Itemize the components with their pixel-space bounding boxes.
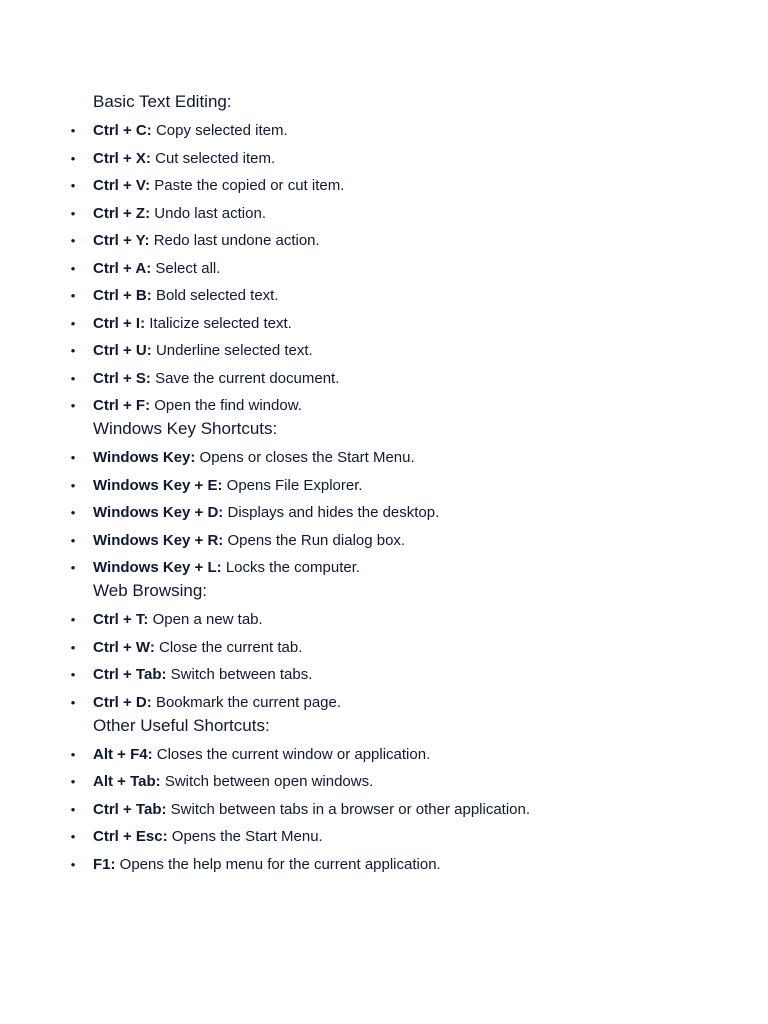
shortcut-description: Italicize selected text. — [149, 314, 292, 332]
list-item — [70, 149, 733, 168]
bullet-icon: • — [70, 205, 76, 221]
section-windows-key-shortcuts — [70, 418, 733, 577]
shortcut-description: Paste the copied or cut item. — [154, 177, 345, 194]
list-item — [70, 800, 733, 819]
shortcut-description: Locks the computer. — [225, 559, 361, 576]
section-heading: Other Useful Shortcuts: — [93, 715, 270, 735]
shortcut-description: Open a new tab. — [152, 611, 263, 628]
section-heading: Basic Text Editing: — [93, 92, 232, 111]
shortcut-key: Ctrl + U: — [93, 342, 152, 359]
shortcut-key: Ctrl + T: — [93, 611, 149, 628]
bullet-icon: • — [70, 639, 76, 655]
list-item — [70, 772, 733, 791]
shortcut-list — [70, 745, 733, 874]
shortcut-description: Opens the Start Menu. — [171, 828, 323, 845]
shortcut-description: Redo last undone action. — [153, 232, 320, 249]
bullet-icon: • — [70, 856, 76, 872]
bullet-icon: • — [70, 694, 76, 710]
list-item — [70, 396, 733, 415]
shortcut-key: Windows Key + D: — [93, 504, 224, 521]
list-item — [70, 176, 733, 195]
shortcut-description: Copy selected item. — [155, 122, 288, 139]
list-item — [70, 827, 733, 846]
shortcut-description: Open the find window. — [154, 397, 302, 414]
list-item — [70, 665, 733, 684]
shortcut-key: Ctrl + Tab: — [93, 666, 167, 683]
shortcut-key: Ctrl + Z: — [93, 204, 151, 222]
list-item — [70, 531, 733, 550]
shortcut-key: Windows Key + L: — [93, 559, 222, 576]
shortcut-key: Windows Key + R: — [93, 531, 224, 549]
section-web-browsing — [70, 580, 733, 712]
bullet-icon: • — [70, 150, 76, 166]
bullet-icon: • — [70, 288, 76, 303]
shortcut-key: Ctrl + I: — [93, 314, 146, 332]
list-item — [70, 231, 733, 250]
list-item — [70, 341, 733, 360]
bullet-icon: • — [70, 829, 76, 844]
shortcut-key: Ctrl + Tab: — [93, 800, 167, 818]
shortcut-description: Close the current tab. — [158, 638, 303, 656]
bullet-icon: • — [70, 667, 76, 682]
shortcut-key: Alt + Tab: — [93, 773, 161, 790]
list-item — [70, 610, 733, 629]
bullet-icon: • — [70, 560, 76, 575]
list-item — [70, 448, 733, 467]
list-item — [70, 855, 733, 874]
shortcut-key: Windows Key: — [93, 449, 196, 466]
shortcut-key: Ctrl + X: — [93, 149, 151, 167]
list-item — [70, 369, 733, 388]
bullet-icon: • — [70, 746, 76, 762]
shortcut-key: Ctrl + C: — [93, 122, 152, 139]
shortcut-key: F1: — [93, 855, 116, 873]
bullet-icon: • — [70, 123, 76, 138]
list-item — [70, 259, 733, 278]
shortcut-list — [70, 121, 733, 415]
shortcut-key: Ctrl + A: — [93, 259, 152, 277]
shortcut-description: Bookmark the current page. — [155, 693, 342, 711]
shortcut-key: Ctrl + B: — [93, 287, 152, 304]
section-heading: Windows Key Shortcuts: — [93, 419, 278, 438]
bullet-icon: • — [70, 343, 76, 358]
shortcut-description: Bold selected text. — [155, 287, 279, 304]
bullet-icon: • — [70, 315, 76, 331]
shortcut-description: Switch between tabs in a browser or other application. — [170, 800, 531, 818]
shortcut-key: Ctrl + Esc: — [93, 828, 168, 845]
bullet-icon: • — [70, 774, 76, 789]
list-item — [70, 503, 733, 522]
list-item — [70, 204, 733, 223]
shortcut-key: Ctrl + W: — [93, 638, 155, 656]
shortcut-key: Ctrl + S: — [93, 369, 151, 387]
bullet-icon: • — [70, 532, 76, 548]
bullet-icon: • — [70, 398, 76, 413]
bullet-icon: • — [70, 612, 76, 627]
shortcut-key: Ctrl + F: — [93, 397, 151, 414]
shortcut-list — [70, 610, 733, 712]
list-item — [70, 638, 733, 657]
list-item — [70, 121, 733, 140]
bullet-icon: • — [70, 801, 76, 817]
bullet-icon: • — [70, 477, 76, 493]
list-item — [70, 476, 733, 495]
shortcut-key: Ctrl + Y: — [93, 232, 150, 249]
shortcut-description: Select all. — [155, 259, 221, 277]
shortcut-description: Cut selected item. — [155, 149, 276, 167]
list-item — [70, 558, 733, 577]
bullet-icon: • — [70, 178, 76, 193]
bullet-icon: • — [70, 450, 76, 465]
list-item — [70, 745, 733, 764]
shortcut-description: Undo last action. — [154, 204, 266, 222]
list-item — [70, 286, 733, 305]
shortcut-list — [70, 448, 733, 577]
shortcut-key: Ctrl + D: — [93, 693, 152, 711]
bullet-icon: • — [70, 233, 76, 248]
shortcut-key: Ctrl + V: — [93, 177, 151, 194]
shortcut-description: Displays and hides the desktop. — [227, 504, 440, 521]
shortcut-key: Windows Key + E: — [93, 476, 223, 494]
shortcut-description: Switch between open windows. — [164, 773, 374, 790]
shortcut-description: Opens File Explorer. — [226, 476, 363, 494]
list-item — [70, 314, 733, 333]
bullet-icon: • — [70, 505, 76, 520]
section-other-useful-shortcuts — [70, 715, 733, 874]
shortcut-description: Closes the current window or application. — [156, 745, 431, 763]
shortcut-description: Save the current document. — [155, 369, 340, 387]
bullet-icon: • — [70, 370, 76, 386]
shortcut-description: Switch between tabs. — [170, 666, 313, 683]
document-body — [70, 91, 733, 877]
shortcut-description: Opens or closes the Start Menu. — [199, 449, 415, 466]
shortcut-description: Opens the help menu for the current application. — [119, 855, 441, 873]
shortcut-key: Alt + F4: — [93, 745, 153, 763]
section-basic-text-editing — [70, 91, 733, 415]
shortcut-description: Underline selected text. — [155, 342, 313, 359]
list-item — [70, 693, 733, 712]
shortcut-description: Opens the Run dialog box. — [227, 531, 406, 549]
section-heading: Web Browsing: — [93, 581, 208, 600]
bullet-icon: • — [70, 260, 76, 276]
